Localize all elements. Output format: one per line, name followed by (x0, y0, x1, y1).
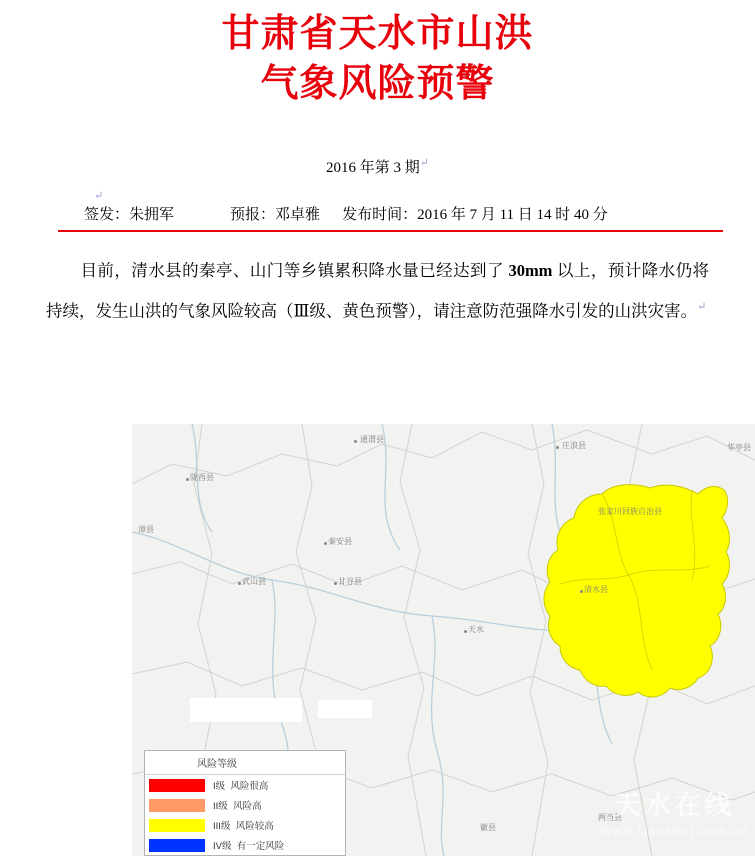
map-label: 武山县 (242, 577, 266, 586)
legend-label-2: 风险高 (233, 801, 262, 812)
map-label: 两当县 (598, 813, 622, 822)
watermark-main: 天水在线 (614, 791, 735, 821)
map-label: 漳县 (138, 525, 154, 534)
pilcrow-icon: ↵ (94, 190, 104, 202)
map-label: 天水 (468, 625, 484, 634)
map-marker-dot (324, 542, 327, 545)
map-label: 张家川回族自治县 (598, 507, 662, 516)
title-line-1: 甘肃省天水市山洪 (221, 10, 534, 55)
redaction-block (190, 698, 302, 722)
pilcrow-icon: ↵ (697, 301, 707, 313)
map-marker-dot (556, 446, 559, 449)
document-title (0, 0, 755, 108)
body-part-2: 以上，预计降水仍将持续，发生山洪的气象风险较高（Ⅲ级、黄色预警），请注意防范强降水引发的山洪灾害。 (46, 261, 709, 321)
map-label: 华亭县 (727, 443, 751, 452)
map-marker-dot (354, 440, 357, 443)
release-label: 发布时间： (342, 207, 418, 223)
map-label: 庄浪县 (562, 441, 586, 450)
body-part-1: 目前，清水县的秦亭、山门等乡镇累积降水量已经达到了 (80, 261, 509, 280)
risk-map (132, 424, 755, 856)
watermark-url: www.tianshui.com.cn (600, 824, 749, 838)
issue-text: 2016 年第 3 期 (326, 160, 420, 176)
title-line-2: 气象风险预警 (260, 60, 495, 105)
map-marker-dot (238, 582, 241, 585)
meta-section (24, 190, 731, 232)
release-value: 2016 年 7 月 11 日 14 时 40 分 (417, 207, 608, 223)
issue-line (0, 156, 755, 177)
map-label: 甘谷县 (338, 577, 362, 586)
meta-row (24, 203, 731, 228)
pilcrow-icon: ↵ (419, 157, 429, 169)
legend-swatch-level-1 (149, 779, 205, 792)
legend-level-3: III级 (213, 821, 231, 832)
map-label: 清水县 (584, 585, 608, 594)
redaction-block (318, 700, 372, 718)
map-marker-dot (580, 590, 583, 593)
map-label: 通渭县 (360, 435, 384, 444)
forecaster-value: 邓卓雅 (275, 207, 321, 223)
forecaster-label: 预报： (230, 207, 276, 223)
legend-swatch-level-2 (149, 799, 205, 812)
red-divider (58, 230, 723, 232)
legend-label-1: 风险很高 (230, 781, 269, 792)
signer-value: 朱拥军 (129, 207, 175, 223)
legend-swatch-level-3 (149, 819, 205, 832)
legend-item (145, 795, 345, 815)
map-label: 陇西县 (190, 473, 214, 482)
legend-title: 风险等级 (145, 751, 345, 775)
legend-label-3: 风险较高 (235, 821, 274, 832)
map-marker-dot (334, 582, 337, 585)
legend-item (145, 775, 345, 795)
legend-label-4: 有一定风险 (236, 841, 285, 852)
map-marker-dot (186, 478, 189, 481)
body-bold-value: 30mm (508, 261, 553, 280)
map-label: 秦安县 (328, 537, 352, 546)
body-paragraph (46, 252, 709, 330)
legend-level-2: II级 (213, 801, 228, 812)
map-label: 徽县 (480, 823, 496, 832)
legend-swatch-level-4 (149, 839, 205, 852)
signer-label: 签发： (84, 207, 130, 223)
legend-item (145, 835, 345, 855)
legend-item (145, 815, 345, 835)
map-legend (144, 750, 346, 856)
map-marker-dot (464, 630, 467, 633)
legend-level-1: I级 (213, 781, 226, 792)
legend-level-4: IV级 (213, 841, 232, 852)
